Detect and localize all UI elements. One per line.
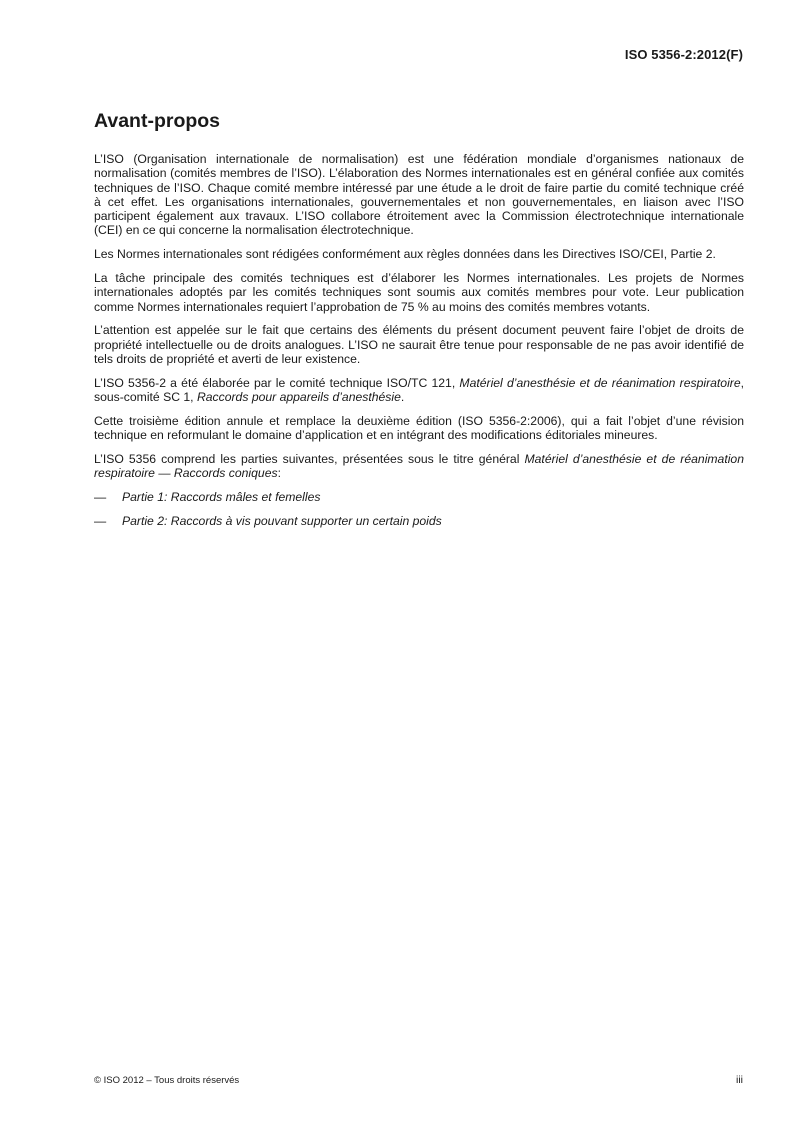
text-segment: : bbox=[277, 466, 281, 481]
list-dash: — bbox=[94, 514, 107, 529]
text-segment: . bbox=[400, 390, 405, 405]
footer-copyright: © ISO 2012 – Tous droits réservés bbox=[94, 1075, 240, 1086]
document-reference: ISO 5356-2:2012(F) bbox=[624, 47, 743, 62]
paragraph-directives: Les Normes internationales sont rédigées conformément aux règles données dans les Directives ISO/CEI, Partie 2. bbox=[94, 247, 716, 262]
text-segment: , sous-comité SC 1, bbox=[94, 375, 745, 405]
paragraph-technical-committees: La tâche principale des comités techniques est d’élaborer les Normes internationales. Les projets de Normes internationales adoptés par les comités techniques sont soumis aux comités membres pour vote. Leur publication comme Normes internationales requiert l’approbation de 75 % au moins des comités membres votants. bbox=[94, 271, 744, 314]
list-item bbox=[94, 490, 744, 504]
paragraph-edition-note: Cette troisième édition annule et remplace la deuxième édition (ISO 5356-2:2006), qui a fait l’objet d’une révision technique en reformulant le domaine d’application et en intégrant des modifications éditoriales mineures. bbox=[94, 413, 744, 443]
part-title: Partie 2: Raccords à vis pouvant supporter un certain poids bbox=[122, 514, 442, 529]
part-title: Partie 1: Raccords mâles et femelles bbox=[122, 490, 321, 505]
general-title: Matériel d’anesthésie et de réanimation respiratoire — Raccords coniques bbox=[94, 452, 744, 481]
text-segment: L’ISO 5356-2 a été élaborée par le comité technique ISO/TC 121, bbox=[94, 375, 460, 390]
list-dash: — bbox=[94, 490, 107, 505]
paragraph-patent-rights: L’attention est appelée sur le fait que certains des éléments du présent document peuvent faire l’objet de droits de propriété intellectuelle ou de droits analogues. L’ISO ne saurait être tenue pour responsable de ne pas avoir identifié de tels droits de propriété et averti de leur existence. bbox=[94, 323, 744, 367]
list-item bbox=[94, 514, 744, 528]
paragraph-parts-intro bbox=[94, 452, 744, 481]
text-segment: L’ISO 5356 comprend les parties suivantes, présentées sous le titre général bbox=[94, 452, 525, 467]
page-title: Avant-propos bbox=[94, 110, 221, 132]
paragraph-iso-organisation: L’ISO (Organisation internationale de normalisation) est une fédération mondiale d’organismes nationaux de normalisation (comités membres de l’ISO). L’élaboration des Normes internationales est en général confiée aux comités techniques de l’ISO. Chaque comité membre intéressé par une étude a le droit de faire partie du comité technique créé à cet effet. Les organisations internationales, gouvernementales et non gouvernementales, en liaison avec l’ISO participent également aux travaux. L’ISO collabore étroitement avec la Commission électrotechnique internationale (CEI) en ce qui concerne la normalisation électrotechnique. bbox=[94, 152, 744, 238]
subcommittee-title: Raccords pour appareils d’anesthésie bbox=[196, 390, 401, 405]
paragraph-preparing-committee bbox=[94, 376, 744, 405]
footer-page-number: iii bbox=[736, 1074, 743, 1086]
foreword-body bbox=[94, 152, 744, 539]
committee-title: Matériel d’anesthésie et de réanimation respiratoire bbox=[459, 375, 741, 390]
